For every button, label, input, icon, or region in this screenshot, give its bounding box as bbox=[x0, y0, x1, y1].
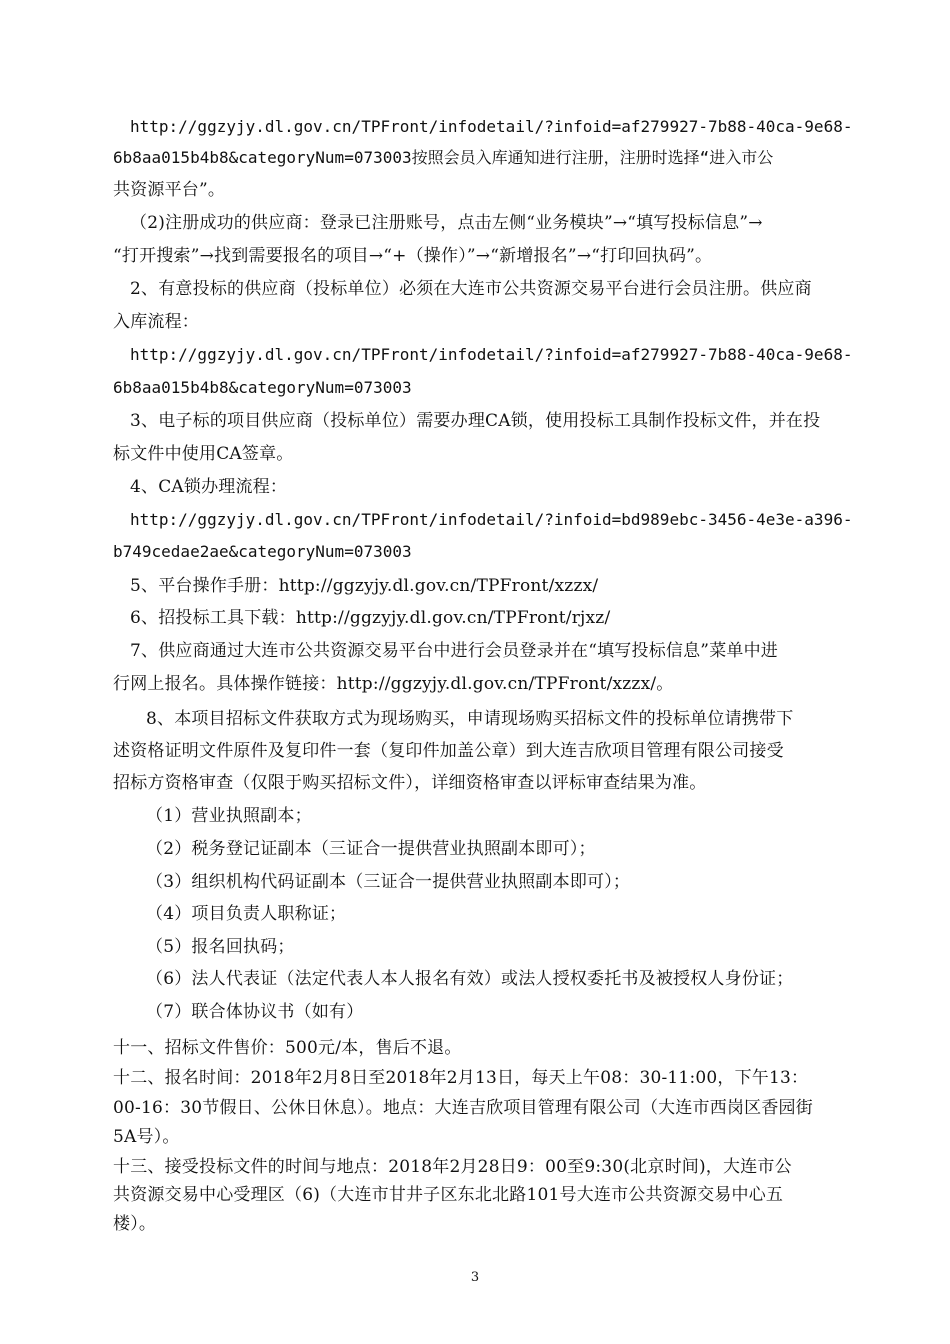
text-line: 00-16：30节假日、公休日休息）。地点：大连吉欣项目管理有限公司（大连市西岗区香园街 bbox=[113, 1098, 813, 1118]
text-line: 4、CA锁办理流程： bbox=[130, 477, 288, 497]
text-line: 标文件中使用CA签章。 bbox=[113, 444, 294, 464]
text-line: 招标方资格审查（仅限于购买招标文件），详细资格审查以评标审查结果为准。 bbox=[113, 773, 707, 793]
text-line: （7）联合体协议书（如有） bbox=[146, 1002, 364, 1022]
page-number: 3 bbox=[470, 1270, 480, 1285]
text-line: http://ggzyjy.dl.gov.cn/TPFront/infodetail/?infoid=af279927-7b88-40ca-9e68- bbox=[130, 117, 853, 136]
text-line: http://ggzyjy.dl.gov.cn/TPFront/infodetail/?infoid=af279927-7b88-40ca-9e68- bbox=[130, 345, 853, 364]
text-line: 7、供应商通过大连市公共资源交易平台中进行会员登录并在“填写投标信息”菜单中进 bbox=[130, 641, 778, 661]
text-line: 6b8aa015b4b8&categoryNum=073003 bbox=[113, 378, 412, 397]
text-line: （2)注册成功的供应商：登录已注册账号，点击左侧“业务模块”→“填写投标信息”→ bbox=[130, 213, 763, 233]
text-line: b749cedae2ae&categoryNum=073003 bbox=[113, 542, 412, 561]
text-line: 共资源平台”。 bbox=[113, 180, 226, 200]
text-line: （6）法人代表证（法定代表人本人报名有效）或法人授权委托书及被授权人身份证； bbox=[146, 969, 794, 989]
text-line: 十一、招标文件售价：500元/本，售后不退。 bbox=[113, 1038, 462, 1058]
text-line: http://ggzyjy.dl.gov.cn/TPFront/infodetail/?infoid=bd989ebc-3456-4e3e-a396- bbox=[130, 510, 853, 529]
text-line: 5A号）。 bbox=[113, 1127, 180, 1147]
text-line: 6b8aa015b4b8&categoryNum=073003按照会员入库通知进行注册，注册时选择“进入市公 bbox=[113, 148, 774, 167]
text-line: （2）税务登记证副本（三证合一提供营业执照副本即可）； bbox=[146, 839, 596, 859]
text-line: 十三、接受投标文件的时间与地点：2018年2月28日9：00至9:30(北京时间)，大连市公 bbox=[113, 1157, 792, 1177]
text-line: 行网上报名。具体操作链接：http://ggzyjy.dl.gov.cn/TPFront/xzzx/。 bbox=[113, 674, 674, 694]
text-line: 述资格证明文件原件及复印件一套（复印件加盖公章）到大连吉欣项目管理有限公司接受 bbox=[113, 741, 784, 761]
text-line: 十二、报名时间：2018年2月8日至2018年2月13日，每天上午08：30-11:00，下午13： bbox=[113, 1068, 809, 1088]
text-line: 6、招投标工具下载：http://ggzyjy.dl.gov.cn/TPFront/rjxz/ bbox=[130, 608, 611, 628]
text-line: 5、平台操作手册：http://ggzyjy.dl.gov.cn/TPFront/xzzx/ bbox=[130, 576, 599, 596]
text-line: “打开搜索”→找到需要报名的项目→“+（操作）”→“新增报名”→“打印回执码”。 bbox=[113, 246, 713, 266]
text-line: 2、有意投标的供应商（投标单位）必须在大连市公共资源交易平台进行会员注册。供应商 bbox=[130, 279, 812, 299]
text-line: （3）组织机构代码证副本（三证合一提供营业执照副本即可）； bbox=[146, 872, 631, 892]
text-line: 楼）。 bbox=[113, 1214, 157, 1234]
text-line: （1）营业执照副本； bbox=[146, 806, 312, 826]
text-line: 3、电子标的项目供应商（投标单位）需要办理CA锁，使用投标工具制作投标文件，并在投 bbox=[130, 411, 821, 431]
text-line: 8、本项目招标文件获取方式为现场购买，申请现场购买招标文件的投标单位请携带下 bbox=[146, 709, 794, 729]
text-line: 共资源交易中心受理区（6)（大连市甘井子区东北北路101号大连市公共资源交易中心五 bbox=[113, 1185, 784, 1205]
text-line: 入库流程： bbox=[113, 312, 199, 332]
text-line: （4）项目负责人职称证； bbox=[146, 904, 347, 924]
text-line: （5）报名回执码； bbox=[146, 937, 295, 957]
